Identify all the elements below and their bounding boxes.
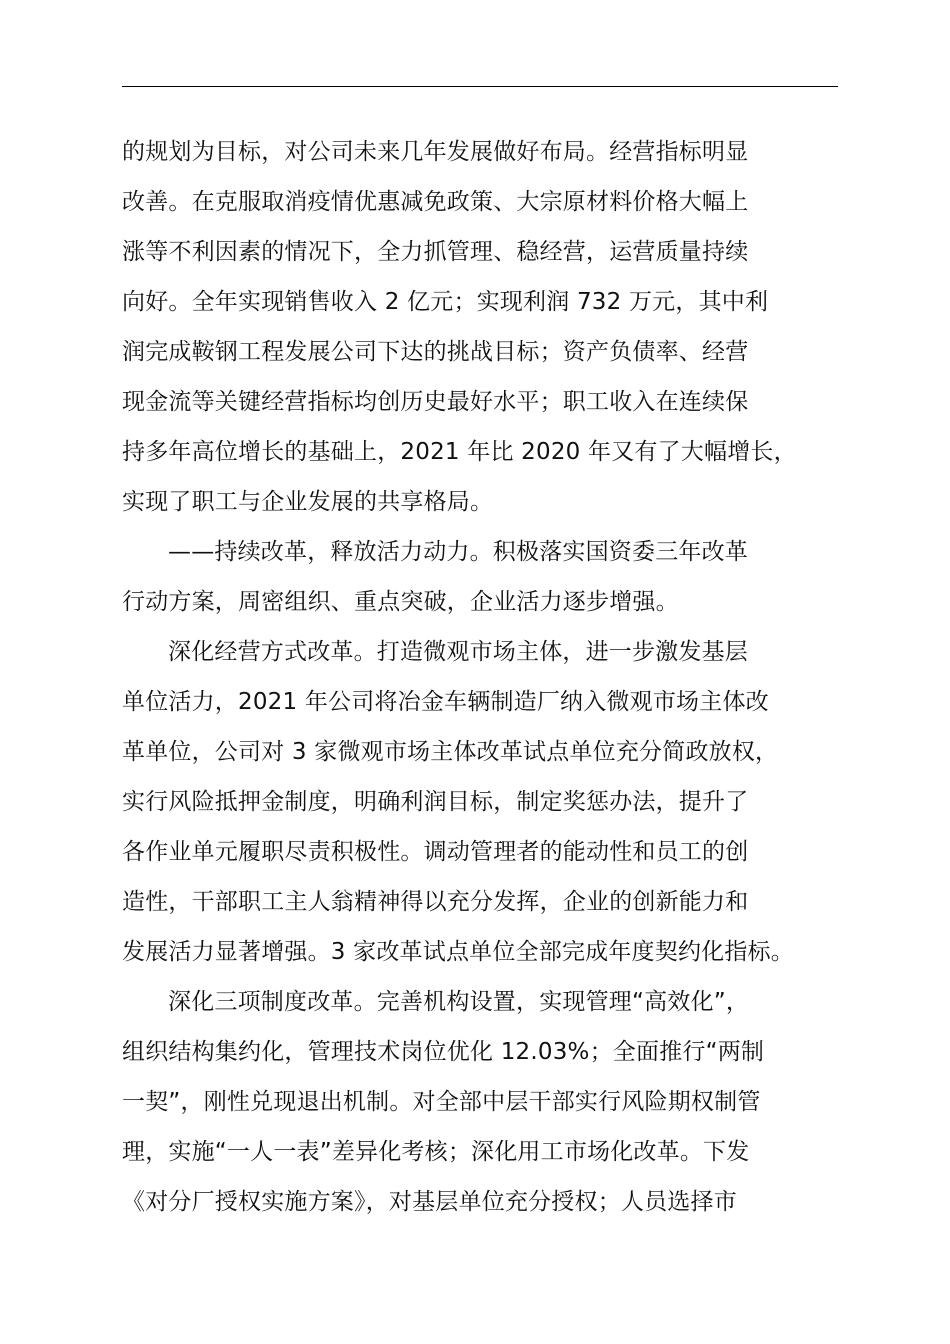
text-line: 造性，干部职工主人翁精神得以充分发挥，企业的创新能力和 [122, 889, 749, 915]
text-line: 改善。在克服取消疫情优惠减免政策、大宗原材料价格大幅上 [122, 189, 749, 215]
text-line: 行动方案，周密组织、重点突破，企业活力逐步增强。 [122, 589, 679, 615]
text-line: 实现了职工与企业发展的共享格局。 [122, 489, 494, 515]
text-line: 涨等不利因素的情况下，全力抓管理、稳经营，运营质量持续 [122, 239, 749, 265]
header-rule [122, 86, 838, 87]
text-line: 现金流等关键经营指标均创历史最好水平；职工收入在连续保 [122, 389, 749, 415]
text-line: 的规划为目标，对公司未来几年发展做好布局。经营指标明显 [122, 139, 749, 165]
text-line: 《对分厂授权实施方案》，对基层单位充分授权；人员选择市 [122, 1189, 737, 1215]
text-line: 实行风险抵押金制度，明确利润目标，制定奖惩办法，提升了 [122, 789, 749, 815]
text-line: 持多年高位增长的基础上，2021 年比 2020 年又有了大幅增长， [122, 439, 797, 465]
text-line: 革单位，公司对 3 家微观市场主体改革试点单位充分简政放权， [122, 739, 779, 765]
text-line: 理，实施“一人一表”差异化考核；深化用工市场化改革。下发 [122, 1139, 750, 1165]
paragraph-start-line: 深化三项制度改革。完善机构设置，实现管理“高效化”， [168, 989, 750, 1015]
text-line: 润完成鞍钢工程发展公司下达的挑战目标；资产负债率、经营 [122, 339, 749, 365]
text-line: 一契”，刚性兑现退出机制。对全部中层干部实行风险期权制管 [122, 1089, 761, 1115]
paragraph-start-line: 深化经营方式改革。打造微观市场主体，进一步激发基层 [168, 639, 748, 665]
text-line: 发展活力显著增强。3 家改革试点单位全部完成年度契约化指标。 [122, 939, 794, 965]
text-line: 组织结构集约化，管理技术岗位优化 12.03%；全面推行“两制 [122, 1039, 765, 1065]
text-line: 各作业单元履职尽责积极性。调动管理者的能动性和员工的创 [122, 839, 749, 865]
body-text [122, 127, 838, 1227]
paragraph-start-line: ——持续改革，释放活力动力。积极落实国资委三年改革 [168, 539, 748, 565]
text-line: 向好。全年实现销售收入 2 亿元；实现利润 732 万元，其中利 [122, 289, 769, 315]
text-line: 单位活力，2021 年公司将冶金车辆制造厂纳入微观市场主体改 [122, 689, 769, 715]
